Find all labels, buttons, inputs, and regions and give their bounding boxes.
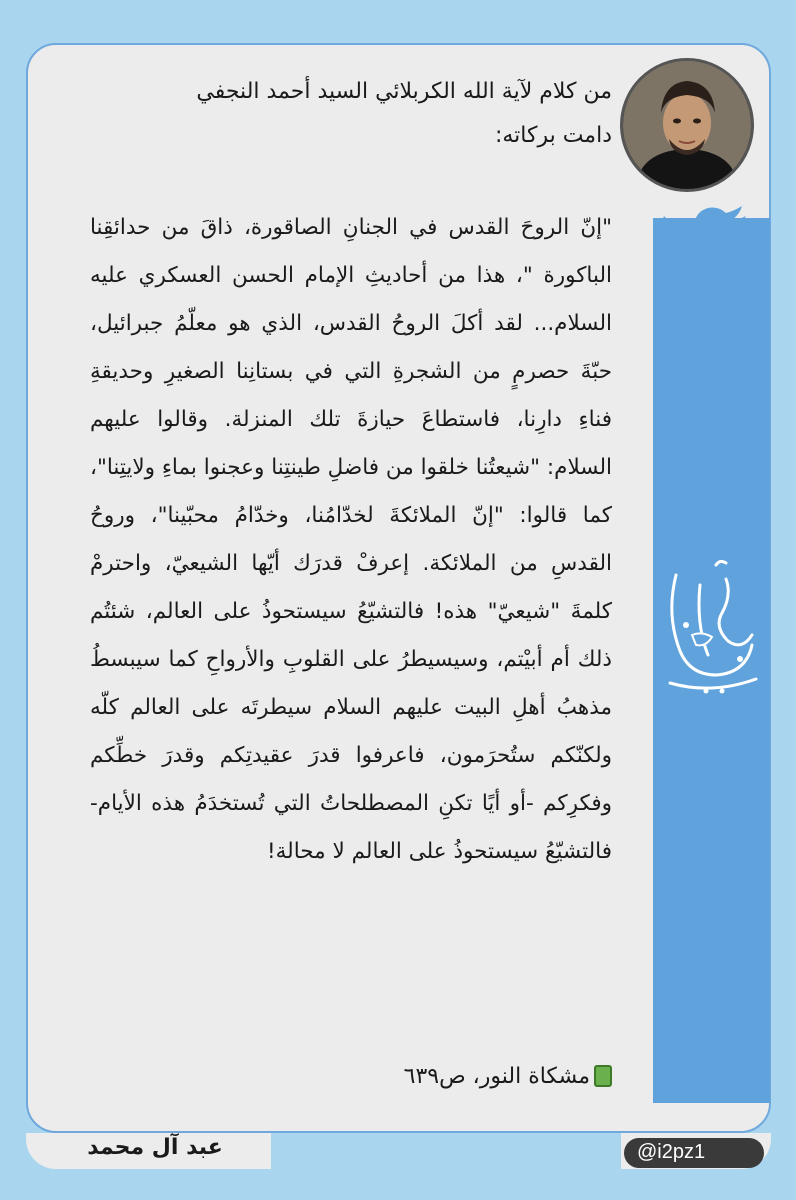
twitter-bird-icon bbox=[660, 206, 750, 282]
profile-avatar[interactable] bbox=[620, 58, 754, 192]
portrait-image bbox=[623, 61, 751, 189]
attribution-line: من كلام لآية الله الكربلائي السيد أحمد النجفي bbox=[196, 79, 612, 104]
source-line bbox=[90, 1062, 612, 1092]
quote-paragraph: "إنّ الروحَ القدس في الجنانِ الصاقورة، ذاقَ من حدائقِنا الباكورة "، هذا من أحاديثِ الإمام الحسن العسكري عليه السلام... لقد أكلَ الروحُ القدس، الذي هو معلّمُ جبرائيل، حبّةَ حصرمٍ من الشجرةِ التي في بستانِنا الصغيرِ وحديقةِ فناءِ دارِنا، فاستطاعَ حيازةَ تلك المنزلة. وقالوا عليهم السلام: "شيعتُنا خلقوا من فاضلِ طينتِنا وعجنوا بماءِ ولايتِنا"، كما قالوا: "إنّ الملائكةَ لخدّامُنا، وخدّامُ محبّينا"، وروحُ القدسِ من الملائكة. إعرفْ قدرَك أيّها الشيعيّ، واحترمْ كلمةَ "شيعيّ" هذه! فالتشيّعُ سيستحوذُ على العالم، شئتُم ذلك أم أبيْتم، وسيسيطرُ على القلوبِ والأرواحِ كما سيبسطُ مذهبُ أهلِ البيت عليهم السلام سيطرتَه على العالم كلّه ولكنّكم ستُحرَمون، فاعرفوا قدرَ عقيدتِكم وقدرَ خطِّكم وفكرِكم -أو أيًا تكنِ المصطلحاتُ التي تُستخدَمُ هذه الأيام- فالتشيّعُ سيستحوذُ على العالم لا محالة! bbox=[90, 215, 612, 864]
twitter-handle[interactable]: @i2pz1 bbox=[637, 1141, 706, 1163]
green-book-icon bbox=[594, 1065, 612, 1087]
source-text: مشكاة النور، ص٦٣٩ bbox=[403, 1064, 590, 1089]
author-signature: عبد آل محمد bbox=[87, 1135, 223, 1160]
attribution-subline: دامت بركاته: bbox=[494, 123, 612, 148]
quote-text-block bbox=[90, 70, 612, 876]
footer-gap bbox=[271, 1133, 621, 1169]
ali-calligraphy-icon bbox=[656, 555, 768, 705]
source-citation bbox=[90, 1062, 612, 1092]
